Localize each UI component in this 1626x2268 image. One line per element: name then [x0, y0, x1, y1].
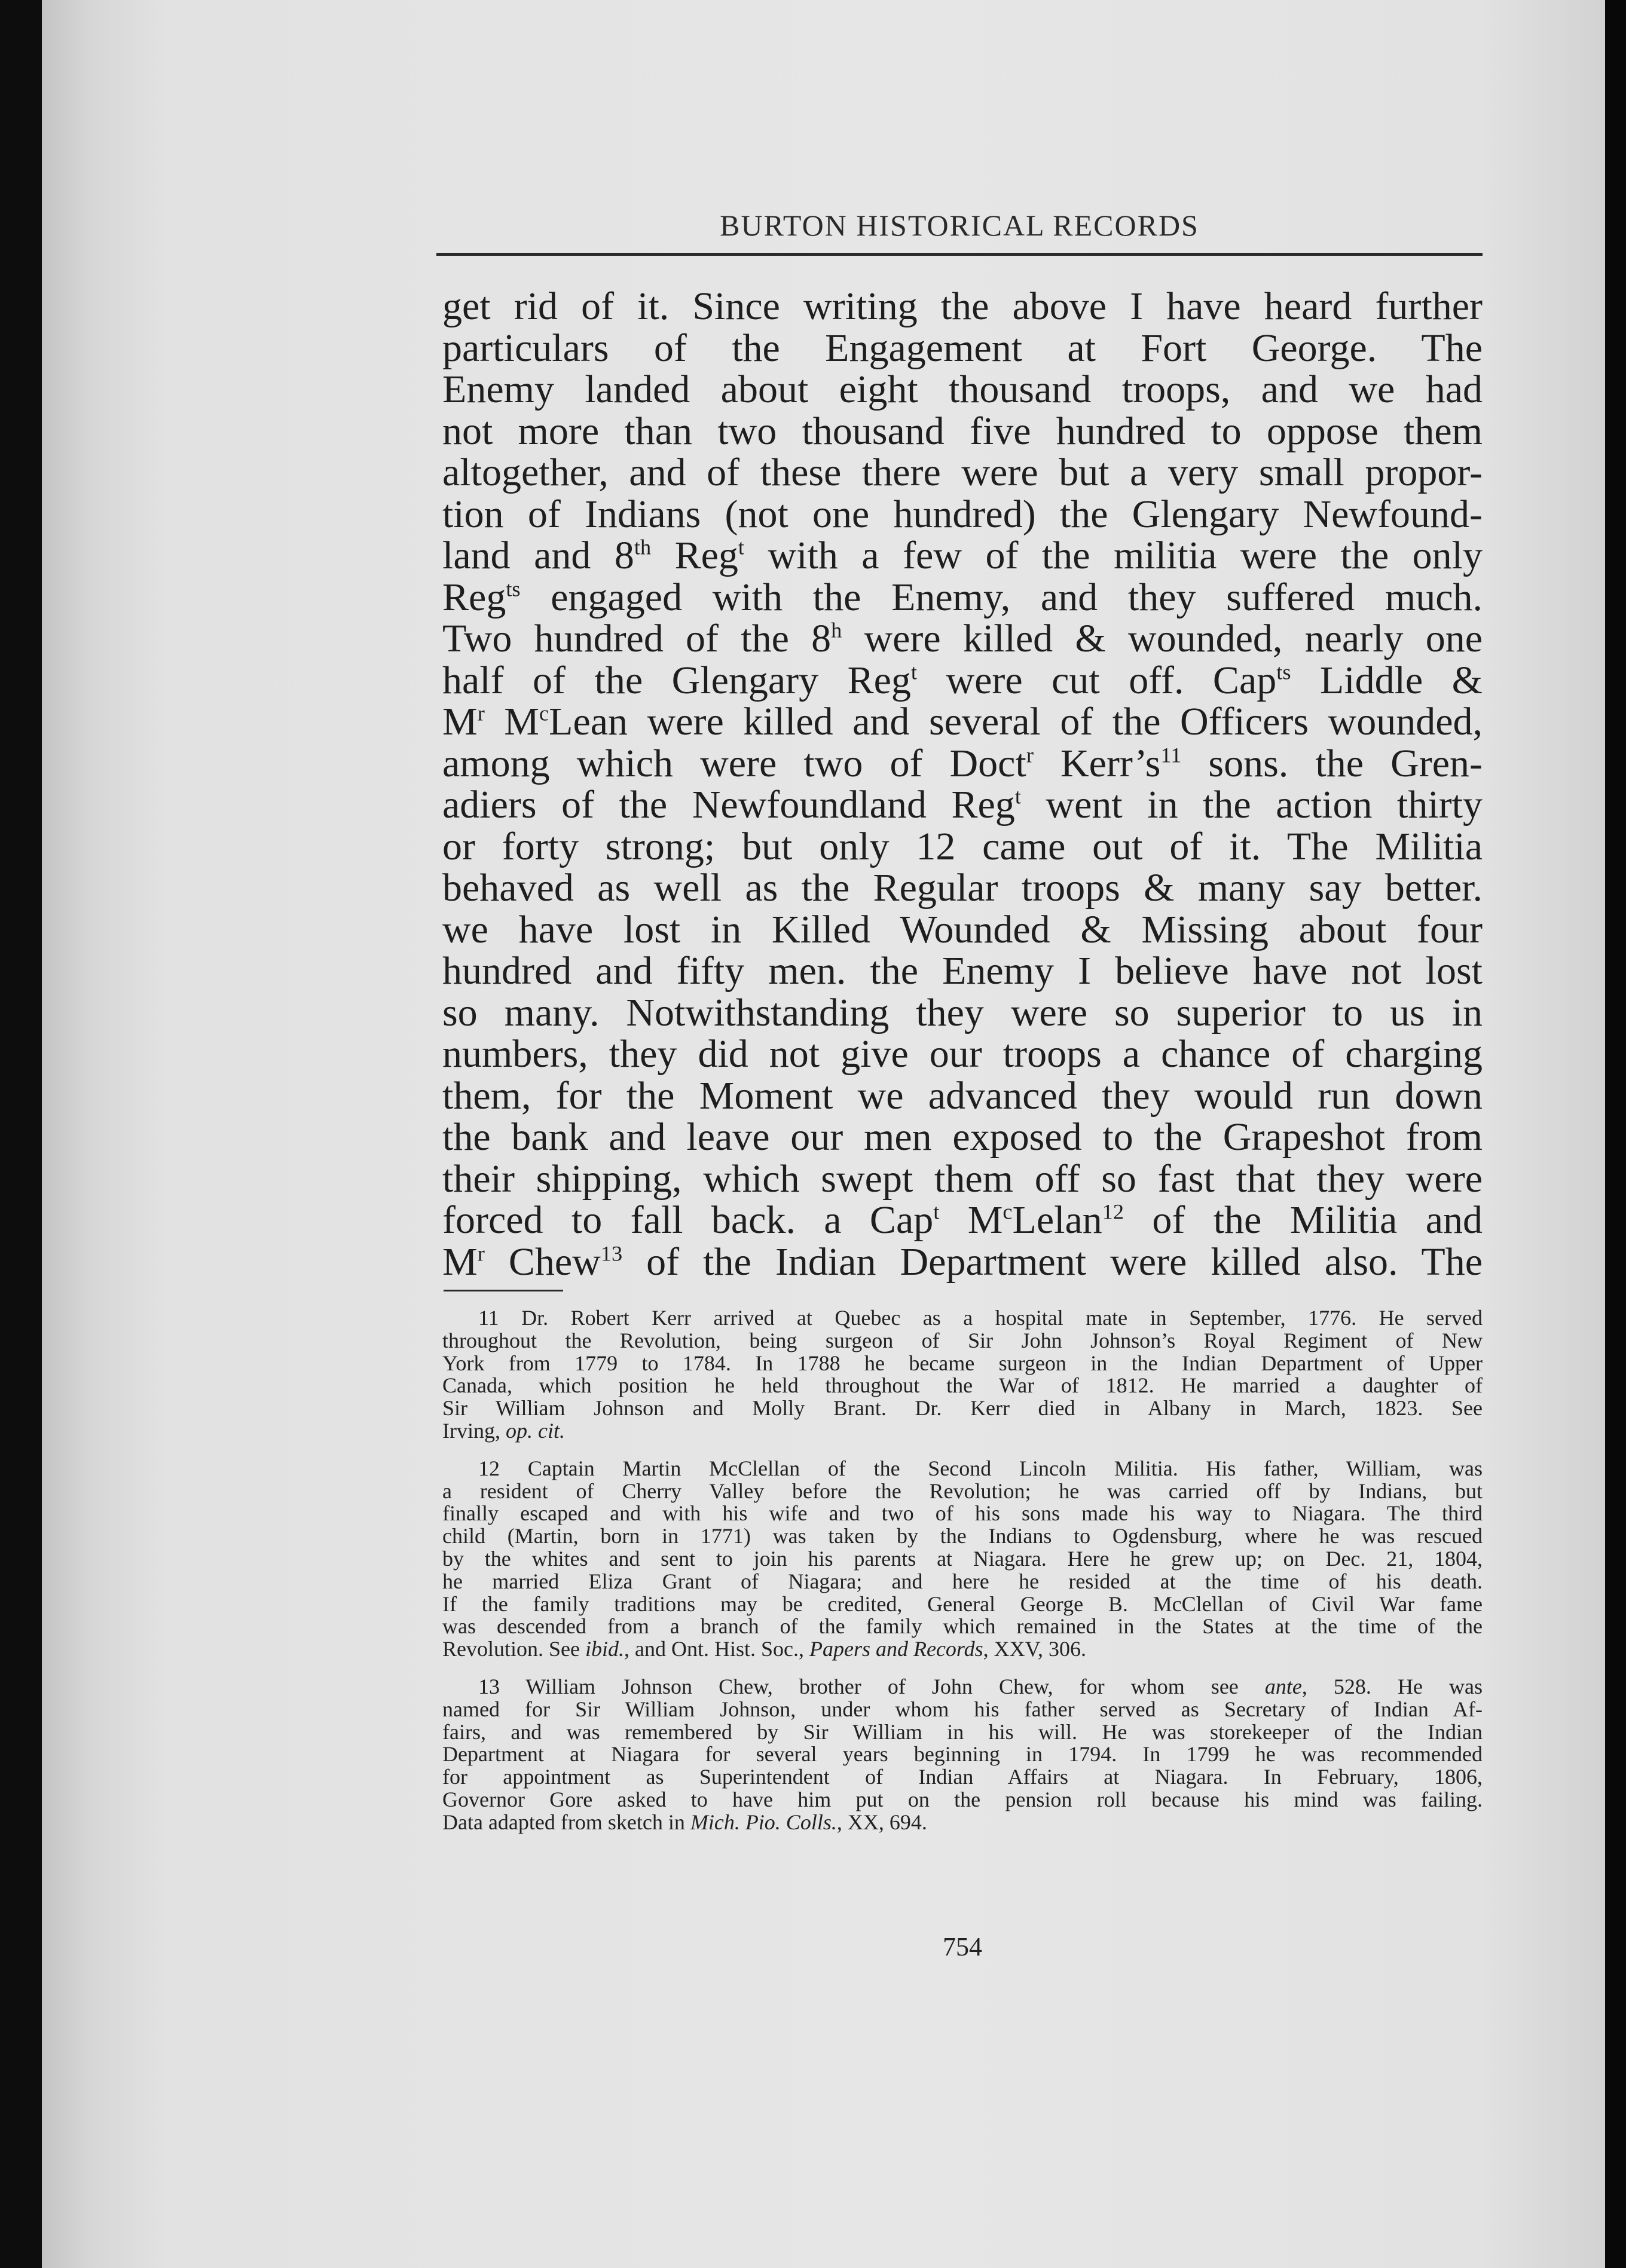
italic-text: op. cit. — [505, 1418, 565, 1443]
text-run: Sir William Johnson and Molly Brant. Dr. Kerr died in Albany in March, 1823. See — [442, 1396, 1483, 1421]
superscript: ts — [1276, 659, 1291, 684]
text-run: behaved as well as the Regular troops & many say better. — [442, 866, 1483, 910]
body-line — [442, 452, 1483, 494]
text-run: a resident of Cherry Valley before the Revolution; he was carried off by Indians, but — [442, 1479, 1483, 1503]
footnote-line — [442, 1480, 1483, 1503]
body-line — [442, 1199, 1483, 1241]
superscript: r — [477, 1241, 485, 1265]
text-run: Lelan — [1012, 1198, 1102, 1242]
body-line — [442, 286, 1483, 328]
text-run: Data adapted from sketch in — [442, 1810, 690, 1834]
text-run: If the family traditions may be credited, General George B. McClellan of Civil War fame — [442, 1591, 1483, 1616]
text-run: we have lost in Killed Wounded & Missing about four — [442, 907, 1483, 951]
header-rule — [436, 253, 1483, 256]
footnote-line — [442, 1397, 1483, 1420]
text-run: for appointment as Superintendent of Indian Affairs at Niagara. In February, 1806, — [442, 1765, 1483, 1789]
text-run: particulars of the Engagement at Fort George. The — [442, 326, 1483, 370]
body-line — [442, 535, 1483, 577]
text-run: Liddle & — [1291, 658, 1483, 702]
footnote-line — [442, 1593, 1483, 1616]
body-line — [442, 1158, 1483, 1200]
text-run: altogether, and of these there were but a very small propor- — [442, 451, 1483, 494]
text-run: or forty strong; but only 12 came out of it. The Militia — [442, 824, 1483, 868]
text-run: with a few of the militia were the only — [744, 534, 1483, 577]
superscript: c — [539, 701, 549, 726]
text-run: adiers of the Newfoundland Reg — [442, 783, 1015, 827]
superscript: ts — [506, 576, 521, 601]
text-run: Department at Niagara for several years beginning in 1794. In 1799 he was recommended — [442, 1742, 1483, 1767]
footnote-line — [442, 1638, 1483, 1661]
text-run: numbers, they did not give our troops a chance of charging — [442, 1032, 1483, 1076]
footnote-line — [442, 1615, 1483, 1638]
text-run: M — [484, 700, 539, 743]
body-line — [442, 950, 1483, 992]
body-line — [442, 1033, 1483, 1075]
superscript: h — [831, 618, 842, 642]
body-line — [442, 1075, 1483, 1117]
text-run: , and Ont. Hist. Soc., — [624, 1637, 809, 1661]
body-line — [442, 784, 1483, 826]
text-run: finally escaped and with his wife and two of his sons made his way to Niagara. The third — [442, 1501, 1483, 1526]
text-run: named for Sir William Johnson, under whom his father served as Secretary of Indian Af- — [442, 1697, 1483, 1721]
body-line — [442, 826, 1483, 868]
text-run: , 528. He was — [1301, 1674, 1483, 1698]
footnote-11 — [442, 1307, 1483, 1443]
text-run: Governor Gore asked to have him put on the pension roll because his mind was failing. — [442, 1787, 1483, 1811]
footnote-line — [442, 1330, 1483, 1352]
text-run: get rid of it. Since writing the above I have heard further — [442, 284, 1483, 328]
text-run: Two hundred of the 8 — [442, 617, 832, 660]
text-run: their shipping, which swept them off so fast that they were — [442, 1156, 1483, 1201]
body-line — [442, 618, 1483, 660]
text-run: throughout the Revolution, being surgeon of Sir John Johnson’s Royal Regiment of New — [442, 1328, 1483, 1352]
body-line — [442, 660, 1483, 702]
superscript: t — [933, 1199, 940, 1224]
footnote-13 — [442, 1676, 1483, 1834]
body-line — [442, 577, 1483, 619]
text-run: Canada, which position he held throughout the War of 1812. He married a daughter of — [442, 1373, 1483, 1398]
text-run: among which were two of Doct — [442, 741, 1026, 785]
superscript: r — [477, 701, 485, 726]
text-run: tion of Indians (not one hundred) the Glengary Newfound- — [442, 492, 1483, 536]
text-run: 12 Captain Martin McClellan of the Second Lincoln Militia. His father, William, was — [478, 1456, 1483, 1480]
text-run: M — [939, 1198, 1003, 1242]
text-run: Chew — [484, 1239, 601, 1284]
footnote-line — [442, 1766, 1483, 1789]
text-run: forced to fall back. a Cap — [442, 1198, 934, 1242]
superscript: r — [1026, 742, 1034, 767]
footnotes — [442, 1307, 1483, 1849]
text-run: Reg — [442, 575, 506, 619]
body-line — [442, 369, 1483, 411]
superscript: c — [1003, 1199, 1013, 1224]
text-run: , XX, 694. — [836, 1810, 927, 1834]
text-run: half of the Glengary Reg — [442, 658, 911, 702]
body-line — [442, 701, 1483, 743]
text-run: Irving, — [442, 1418, 506, 1443]
text-run: Lean were killed and several of the Officers wounded, — [549, 700, 1483, 743]
text-run: of the Militia and — [1124, 1198, 1483, 1242]
text-run: the bank and leave our men exposed to the Grapeshot from — [442, 1115, 1483, 1159]
italic-text: ante — [1264, 1674, 1302, 1698]
footnote-line — [442, 1743, 1483, 1766]
superscript: 11 — [1160, 742, 1182, 767]
text-run: land and 8 — [442, 534, 634, 577]
superscript: t — [910, 659, 917, 684]
text-run: by the whites and sent to join his parents at Niagara. Here he grew up; on Dec. 21, 1804, — [442, 1546, 1483, 1571]
body-line — [442, 494, 1483, 535]
text-run: Reg — [651, 534, 738, 577]
scan-edge — [1605, 0, 1626, 2268]
text-run: were killed & wounded, nearly one — [842, 617, 1483, 660]
footnote-line — [442, 1525, 1483, 1548]
superscript: th — [634, 535, 652, 559]
text-run: , XXV, 306. — [983, 1637, 1086, 1661]
italic-text: Papers and Records — [809, 1637, 983, 1661]
footnote-line — [442, 1502, 1483, 1525]
text-run: Revolution. See — [442, 1637, 585, 1661]
body-line — [442, 1241, 1483, 1283]
body-line — [442, 411, 1483, 452]
footnote-line — [442, 1676, 1483, 1698]
body-text — [442, 286, 1483, 1283]
text-run: 11 Dr. Robert Kerr arrived at Quebec as a hospital mate in September, 1776. He served — [478, 1306, 1483, 1330]
text-run: were cut off. Cap — [917, 658, 1277, 702]
body-line — [442, 992, 1483, 1034]
text-run: them, for the Moment we advanced they would run down — [442, 1073, 1483, 1118]
footnote-line — [442, 1548, 1483, 1571]
body-line — [442, 909, 1483, 951]
footnote-line — [442, 1571, 1483, 1593]
footnote-12 — [442, 1458, 1483, 1661]
superscript: t — [738, 535, 745, 559]
body-line — [442, 328, 1483, 369]
footnote-line — [442, 1458, 1483, 1480]
text-run: not more than two thousand five hundred to oppose them — [442, 409, 1483, 453]
superscript: t — [1014, 784, 1021, 809]
footnote-line — [442, 1375, 1483, 1397]
footnote-line — [442, 1307, 1483, 1330]
text-run: was descended from a branch of the family which remained in the States at the time of the — [442, 1614, 1483, 1639]
text-run: so many. Notwithstanding they were so superior to us in — [442, 990, 1483, 1034]
body-line — [442, 743, 1483, 785]
footnote-rule — [444, 1290, 563, 1291]
footnote-line — [442, 1420, 1483, 1443]
body-line — [442, 1116, 1483, 1158]
text-run: engaged with the Enemy, and they suffered much. — [520, 575, 1483, 619]
page-number: 754 — [943, 1932, 982, 1961]
text-run: 13 William Johnson Chew, brother of John Chew, for whom see — [478, 1674, 1265, 1698]
footnote-line — [442, 1811, 1483, 1834]
text-run: child (Martin, born in 1771) was taken by the Indians to Ogdensburg, where he was rescued — [442, 1524, 1483, 1548]
superscript: 12 — [1102, 1199, 1124, 1224]
text-run: of the Indian Department were killed also. The — [622, 1239, 1483, 1284]
body-line — [442, 867, 1483, 909]
italic-text: Mich. Pio. Colls. — [690, 1810, 837, 1834]
footnote-line — [442, 1352, 1483, 1375]
text-run: sons. the Gren- — [1181, 741, 1483, 785]
text-run: he married Eliza Grant of Niagara; and here he resided at the time of his death. — [442, 1569, 1483, 1593]
footnote-line — [442, 1789, 1483, 1811]
running-header: BURTON HISTORICAL RECORDS — [720, 209, 1199, 242]
text-run: hundred and fifty men. the Enemy I believe have not lost — [442, 949, 1483, 993]
superscript: 13 — [600, 1241, 623, 1265]
italic-text: ibid. — [585, 1637, 624, 1661]
text-run: Enemy landed about eight thousand troops, and we had — [442, 368, 1483, 411]
text-run: went in the action thirty — [1020, 783, 1483, 827]
text-run: M — [442, 700, 478, 743]
text-run: Kerr’s — [1033, 741, 1161, 785]
text-run: fairs, and was remembered by Sir William in his will. He was storekeeper of the Indian — [442, 1719, 1483, 1744]
footnote-line — [442, 1698, 1483, 1721]
footnote-line — [442, 1721, 1483, 1744]
text-run: York from 1779 to 1784. In 1788 he became surgeon in the Indian Department of Upper — [442, 1351, 1483, 1375]
text-run: M — [442, 1239, 478, 1284]
